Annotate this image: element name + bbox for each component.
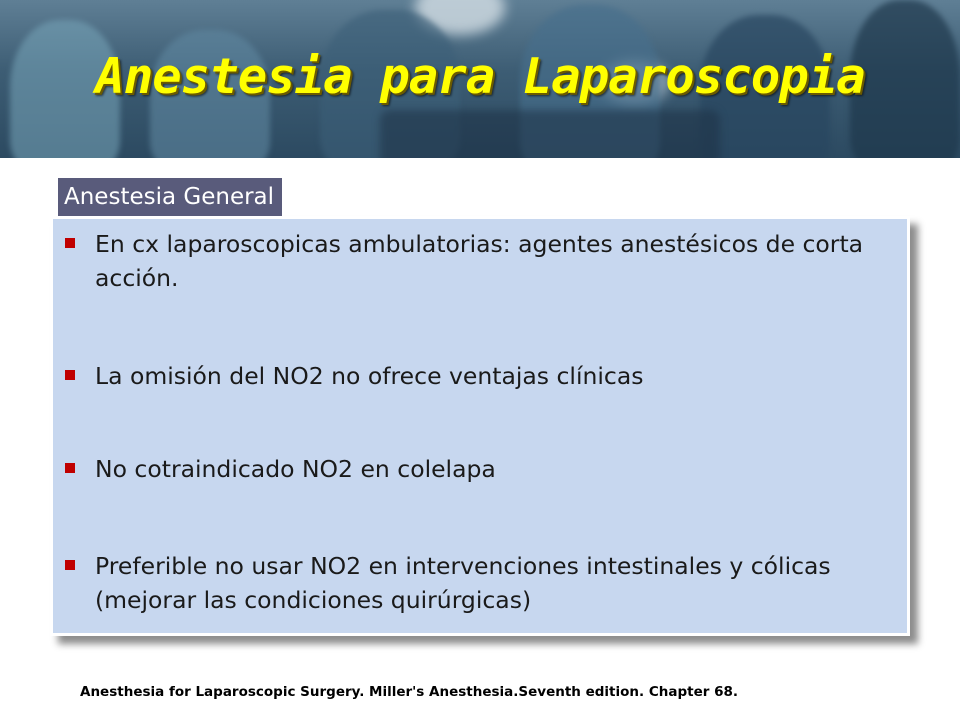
citation-footer: Anesthesia for Laparoscopic Surgery. Miller's Anesthesia.Seventh edition. Chapter 68. [80,684,739,700]
section-label: Anestesia General [58,178,282,216]
bullet-item [65,549,901,617]
operating-table [380,110,720,158]
red-square-bullet-icon [65,560,75,570]
bullet-item [65,359,901,393]
bullet-item [65,227,901,295]
bullet-text: Preferible no usar NO2 en intervenciones intestinales y cólicas (mejorar las condiciones quirúrgicas) [95,552,831,614]
red-square-bullet-icon [65,463,75,473]
content-box [50,216,910,636]
red-square-bullet-icon [65,370,75,380]
bullet-text: No cotraindicado NO2 en colelapa [95,455,496,483]
bullet-text: En cx laparoscopicas ambulatorias: agentes anestésicos de corta acción. [95,230,864,292]
red-square-bullet-icon [65,238,75,248]
bullet-text: La omisión del NO2 no ofrece ventajas clínicas [95,362,644,390]
bullet-item [65,452,901,486]
header-banner-image [0,0,960,158]
slide-title: Anestesia para Laparoscopia [95,48,865,105]
